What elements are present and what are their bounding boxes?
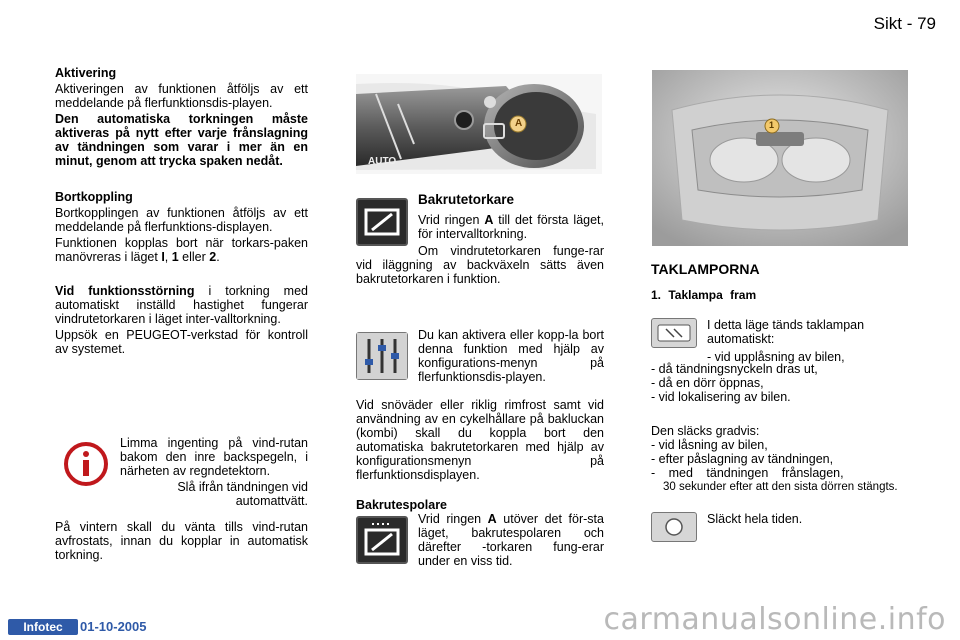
lamp-off-icon xyxy=(651,512,697,542)
tands-text: I detta läge tänds taklampan automatiskt: xyxy=(707,318,865,346)
list1-item-2: - då en dörr öppnas, xyxy=(651,376,764,390)
vrid-a-part2: till det första läget, för intervalltorkning. xyxy=(418,213,604,241)
slackt-block xyxy=(707,512,909,526)
lamp-door-mode-icon xyxy=(651,318,697,348)
left-column xyxy=(55,66,308,356)
config-menu-icon xyxy=(356,332,408,380)
du-kan-text: Du kan aktivera eller kopp-la bort denna funktion med hjälp av konfigurations-menyn på flerfunktionsdis-playen. xyxy=(418,328,604,384)
info-text-2: Slå ifrån tändningen vid automattvätt. xyxy=(177,480,308,508)
aktivering-text: Aktiveringen av funktionen åtföljs av ett meddelande på flerfunktionsdis-playen. xyxy=(55,82,308,110)
period: . xyxy=(216,250,220,264)
footer-date: 01-10-2005 xyxy=(80,619,147,634)
taklampa-fram-heading: 1. Taklampa fram xyxy=(651,288,757,302)
lage-1: 1 xyxy=(171,250,179,264)
om-text: Om vindrutetorkaren funge-rar vid iläggning av backväxeln sätts även bakrutetorkaren i funktion. xyxy=(356,244,604,286)
wiper-stalk-photo xyxy=(356,74,602,174)
storning-bold: Vid funktionsstörning xyxy=(55,284,195,298)
list1-item-3: - vid lokalisering av bilen. xyxy=(651,390,791,404)
snovader-block xyxy=(356,398,604,512)
bakrutetorkare-heading: Bakrutetorkare xyxy=(418,192,515,207)
storning-text xyxy=(55,284,308,326)
bortkoppling-heading: Bortkoppling xyxy=(55,190,133,204)
spolare-text xyxy=(418,512,604,568)
lage-2: 2 xyxy=(209,250,217,264)
funktionen-text xyxy=(55,236,308,264)
funktionen-text-main: Funktionen kopplas bort när torkars-paken manövreras i läget xyxy=(55,236,308,264)
spolare-marker: A xyxy=(487,512,497,526)
spolare-part2: utöver det för-sta läget, bakrutespolaren och därefter -torkaren fung-erar under en viss tid. xyxy=(418,512,604,568)
spolare-block xyxy=(418,512,604,568)
infotec-logo: Infotec xyxy=(8,619,78,635)
list2-item-2: - med tändningen frånslagen, xyxy=(651,466,844,480)
list1-block xyxy=(651,362,909,494)
list1-item-1: - då tändningsnyckeln dras ut, xyxy=(651,362,818,376)
lage-I: I xyxy=(161,250,165,264)
snovader-text: Vid snöväder eller riklig rimfrost samt vid användning av en cykelhållare på bakluckan (kombi) skall du koppla bort den automatiska bakrutetorkaren med hjälp av konfigurationsmenyn på flerfunktionsdisplayen. xyxy=(356,398,604,482)
info-text-1: Limma ingenting på vind-rutan bakom den inre backspegeln, i närheten av regndetektorn. xyxy=(120,436,308,478)
eller-text: eller xyxy=(178,250,210,264)
lamp-marker-1: 1 xyxy=(769,120,775,130)
list2-item-0: - vid låsning av bilen, xyxy=(651,438,768,452)
taklamporna-block xyxy=(651,262,909,302)
stalk-marker-a: A xyxy=(515,118,523,129)
separator-comma: , xyxy=(164,250,172,264)
bortkoppling-text: Bortkopplingen av funktionen åtföljs av ett meddelande på flerfunktions-displayen. xyxy=(55,206,308,234)
vinter-block xyxy=(55,520,308,562)
vinter-text: På vintern skall du vänta tills vind-rutan avfrostats, innan du kopplar in automatisk torkning. xyxy=(55,520,308,562)
rear-washer-icon xyxy=(356,516,408,564)
stalk-auto-label: AUTO xyxy=(368,156,397,167)
storning-rest: i torkning med automatiskt inställd hastighet fungerar vindrutetorkaren i läget inter-valltorkning. xyxy=(55,284,308,326)
aktivering-warning: Den automatiska torkningen måste aktiveras på nytt efter varje frånslagning av tändningen som varar i mer än en minut, genom att trycka spaken nedåt. xyxy=(55,112,308,168)
info-block xyxy=(120,436,308,508)
info-icon xyxy=(60,440,112,488)
sekunder-text: 30 sekunder efter att den sista dörren stängts. xyxy=(663,481,898,493)
du-kan-block xyxy=(418,328,604,384)
courtesy-lamp-photo xyxy=(652,70,908,246)
slackt-text: Släckt hela tiden. xyxy=(707,512,803,526)
rear-wiper-icon xyxy=(356,198,408,246)
list1-item-0: - vid upplåsning av bilen, xyxy=(707,350,845,364)
watermark: carmanualsonline.info xyxy=(603,602,946,637)
tands-block xyxy=(707,318,909,364)
om-block xyxy=(356,244,604,286)
list2-item-1: - efter påslagning av tändningen, xyxy=(651,452,834,466)
aktivering-heading: Aktivering xyxy=(55,66,117,80)
bakrutespolare-heading: Bakrutespolare xyxy=(356,498,448,512)
slacks-text: Den släcks gradvis: xyxy=(651,424,760,438)
uppsok-text: Uppsök en PEUGEOT-verkstad för kontroll av systemet. xyxy=(55,328,308,356)
taklamporna-heading: TAKLAMPORNA xyxy=(651,261,760,277)
page-title: Sikt - 79 xyxy=(873,14,936,33)
bakrutetorkare-block xyxy=(418,193,604,241)
spolare-part1: Vrid ringen xyxy=(418,512,488,526)
vrid-a-marker: A xyxy=(484,213,494,227)
vrid-a-text xyxy=(418,213,604,241)
vrid-a-part1: Vrid ringen xyxy=(418,213,485,227)
